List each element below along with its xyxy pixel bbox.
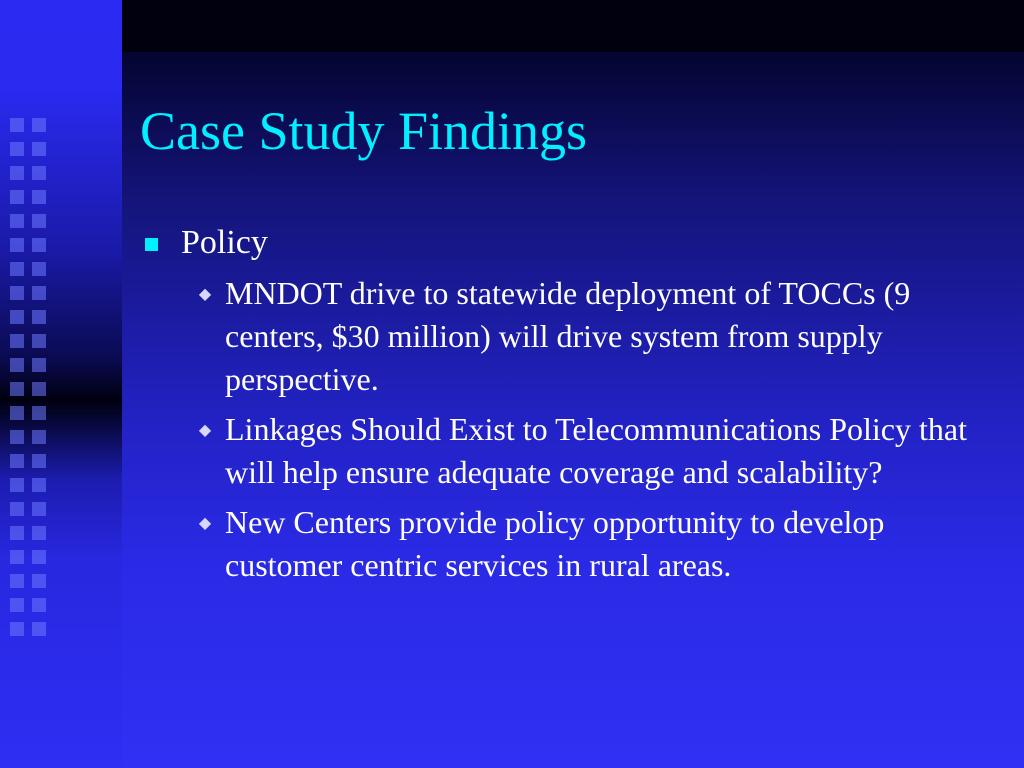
decorative-squares-column-2 [28, 118, 48, 678]
slide-title: Case Study Findings [140, 101, 588, 161]
decorative-square [32, 118, 46, 132]
decorative-square [10, 550, 24, 564]
decorative-square [10, 406, 24, 420]
sub-bullet-3 [145, 501, 995, 587]
decorative-square [32, 526, 46, 540]
diamond-bullet-icon: ◆ [198, 422, 212, 439]
decorative-square [10, 118, 24, 132]
decorative-square [10, 502, 24, 516]
decorative-square [32, 406, 46, 420]
sub-bullet-1-text: MNDOT drive to statewide deployment of TOCCs (9 centers, $30 million) will drive system from supply perspective. [225, 275, 911, 397]
decorative-square [32, 502, 46, 516]
decorative-square [32, 190, 46, 204]
bullet-policy-label: Policy [181, 224, 268, 261]
decorative-square [32, 430, 46, 444]
decorative-square [10, 454, 24, 468]
decorative-square [10, 214, 24, 228]
decorative-square [32, 358, 46, 372]
diamond-bullet-icon: ◆ [198, 515, 212, 532]
decorative-square [32, 286, 46, 300]
decorative-square [32, 454, 46, 468]
decorative-square [32, 214, 46, 228]
decorative-square [10, 598, 24, 612]
decorative-square [32, 478, 46, 492]
decorative-square [10, 526, 24, 540]
decorative-square [10, 286, 24, 300]
slide-body [145, 222, 1005, 594]
left-decorative-strip [0, 0, 122, 768]
decorative-square [10, 334, 24, 348]
decorative-square [32, 238, 46, 252]
decorative-square [10, 262, 24, 276]
decorative-square [32, 622, 46, 636]
decorative-square [10, 238, 24, 252]
decorative-square [10, 166, 24, 180]
decorative-square [10, 430, 24, 444]
square-bullet-icon [145, 238, 158, 251]
decorative-square [32, 550, 46, 564]
sub-bullet-2-text: Linkages Should Exist to Telecommunications Policy that will help ensure adequate coverage and scalability? [225, 411, 967, 490]
bullet-policy [145, 222, 1005, 264]
diamond-bullet-icon: ◆ [198, 286, 212, 303]
decorative-square [32, 574, 46, 588]
decorative-square [32, 310, 46, 324]
decorative-square [10, 358, 24, 372]
decorative-square [32, 142, 46, 156]
decorative-square [10, 478, 24, 492]
sub-bullet-1 [145, 272, 995, 401]
decorative-square [32, 598, 46, 612]
decorative-square [10, 382, 24, 396]
top-dark-band [122, 0, 1024, 52]
decorative-square [32, 334, 46, 348]
sub-bullet-2 [145, 408, 995, 494]
decorative-square [32, 262, 46, 276]
decorative-square [10, 622, 24, 636]
decorative-square [32, 382, 46, 396]
decorative-square [10, 574, 24, 588]
decorative-square [10, 190, 24, 204]
decorative-square [32, 166, 46, 180]
decorative-square [10, 142, 24, 156]
decorative-square [10, 310, 24, 324]
sub-bullet-3-text: New Centers provide policy opportunity to develop customer centric services in rural areas. [225, 504, 885, 583]
